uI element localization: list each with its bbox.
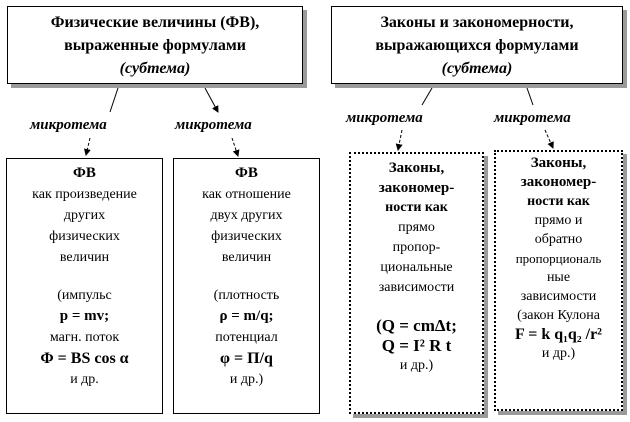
box2-line-2: двух других [210,208,283,223]
microtopic-label-1: микротема [30,117,107,133]
box2-line-6: (плотность [213,288,280,303]
box1-line-10: и др. [70,372,99,387]
box2-line-7: ρ = m/q; [219,308,274,324]
box1-line-8: магн. поток [49,330,120,345]
subtopic-right-line1: Законы и закономерности, [380,14,574,31]
box4-line-8: (закон Кулона [517,308,600,323]
subtopic-right-line2: выражающихся формулами [375,37,579,54]
box4-line-1: закономер- [520,174,597,190]
subtopic-left-line3: (субтема) [119,60,191,77]
arrow-left-4 [232,138,238,156]
box4-line-2: ности как [527,194,590,209]
box2-line-1: как отношение [202,187,291,202]
box1-line-2: других [63,208,106,223]
box1-line-9: Φ = BS cos α [40,350,129,367]
box1-line-3: физических [49,229,120,244]
subtopic-left-line2: выраженные формулами [64,37,246,54]
box4-line-4: обратно [534,232,583,247]
box4-line-6: ные [546,270,571,285]
microtopic-label-3: микротема [346,110,423,126]
box4-line-7: зависимости [520,289,597,304]
arrow-right-4 [545,130,553,148]
box3-line-5: циональные [380,260,453,275]
microtopic-box-4 [494,150,623,411]
box1-line-6: (импульс [57,288,112,303]
box4-line-9: F = k q₁q₂ /r² [515,326,602,343]
subtopic-left-line1: Физические величины (ФВ), [50,14,260,31]
microtopic-box-3 [349,152,484,414]
subtopic-box-left [7,6,303,84]
box2-line-8: потенциал [215,330,278,345]
arrow-left-3 [86,138,90,155]
box2-line-3: физических [211,229,282,244]
microtopic-label-2: микротема [175,117,252,133]
box3-line-6: зависимости [378,280,455,295]
box3-spacer [351,298,482,316]
box2-line-4: величин [221,250,272,265]
microtopic-box-2 [173,158,320,414]
box3-line-9: Q = I² R t [381,336,452,355]
microtopic-label-4: микротема [494,110,571,126]
arrow-right-3 [398,130,402,150]
box3-line-4: пропор- [392,240,441,255]
box3-line-10: и др.) [399,358,434,373]
box1-line-4: величин [59,250,110,265]
box4-line-0: Законы, [530,155,587,171]
box1-spacer [7,268,162,285]
box3-line-2: ности как [385,200,448,215]
box1-line-1: как произведение [32,187,137,202]
box2-line-0: ФВ [235,165,258,181]
box4-line-3: прямо и [534,213,583,228]
arrow-left-2 [205,88,218,112]
subtopic-right-line3: (субтема) [441,60,513,77]
box1-line-7: p = mv; [59,308,110,324]
box2-line-9: φ = П/q [220,350,273,367]
box4-line-10: и др.) [541,346,576,361]
box3-line-3: прямо [398,220,435,235]
arrow-right-2 [527,88,533,105]
box2-line-10: и др.) [229,372,264,387]
arrow-left-1 [110,88,118,112]
box1-line-0: ФВ [73,165,96,181]
box3-line-8: (Q = cmΔt; [376,316,457,335]
subtopic-box-right [331,6,623,84]
box4-line-5: пропорциональ [515,251,602,266]
arrow-right-1 [422,88,432,105]
microtopic-box-1 [6,158,163,414]
box3-line-0: Законы, [388,160,445,176]
box2-spacer [174,268,319,285]
box3-line-1: закономер- [378,180,455,196]
